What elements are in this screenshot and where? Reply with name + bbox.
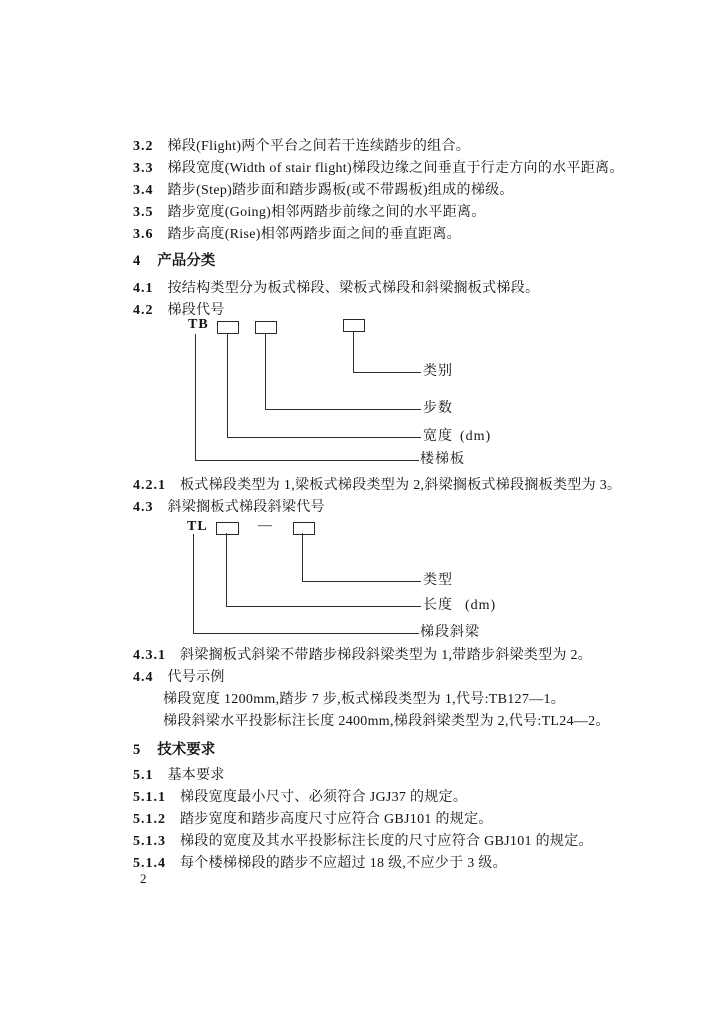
connector-line [265,409,421,410]
connector-line [193,534,194,633]
term-text: 踏步宽度(Going)相邻两踏步前缘之间的水平距离。 [167,205,486,220]
clause-number: 4.2.1 [133,478,166,493]
term-text: 踏步高度(Rise)相邻两踏步面之间的垂直距离。 [167,227,461,242]
clause-number: 5.1 [133,768,154,783]
term-number: 3.6 [133,227,154,242]
clause-4-2-1 [133,475,664,497]
term-number: 3.3 [133,161,154,176]
code-box-steps [255,321,277,334]
clause-text: 斜梁搁板式梯段斜梁代号 [167,500,325,515]
clause-number: 4.3.1 [133,648,166,663]
clause-number: 4.3 [133,500,154,515]
clause-text: 板式梯段类型为 1,梁板式梯段类型为 2,斜梁搁板式梯段搁板类型为 3。 [180,478,622,493]
clause-5-1 [133,765,664,787]
code-box-width [217,321,239,334]
clause-5-1-2 [133,809,664,831]
term-rise [133,224,664,246]
section-5-heading [133,739,664,761]
code-box-category [343,319,365,332]
section-number: 4 [133,253,142,269]
tb-label-base: 楼梯板 [420,452,465,467]
clause-5-1-1 [133,787,664,809]
clause-4-1 [133,278,664,300]
connector-line [353,331,354,372]
clause-text: 每个楼梯梯段的踏步不应超过 18 级,不应少于 3 级。 [180,856,507,871]
clause-text: 梯段代号 [167,303,225,318]
clause-4-3 [133,497,664,519]
tb-label-width-unit: (dm) [460,429,492,444]
term-step [133,180,664,202]
clause-number: 5.1.1 [133,790,166,805]
section-title: 技术要求 [157,742,216,758]
section-4-heading [133,250,664,272]
tb-label-width: 宽度 [423,429,453,444]
connector-line [353,372,421,373]
clause-text: 代号示例 [167,670,225,685]
clause-number: 4.1 [133,281,154,296]
tl-prefix-label: TL [187,519,208,534]
clause-text: 按结构类型分为板式梯段、梁板式梯段和斜梁搁板式梯段。 [167,281,540,296]
tl-label-length: 长度 [423,598,453,613]
page-number: 2 [140,871,148,886]
clause-4-4 [133,667,664,689]
code-box-type [293,522,315,535]
clause-number: 5.1.3 [133,834,166,849]
code-box-length [216,522,239,535]
term-width-of-stair-flight [133,158,664,180]
clause-number: 4.2 [133,303,154,318]
term-going [133,202,664,224]
tl-label-base: 梯段斜梁 [420,625,480,640]
tb-label-steps: 步数 [423,401,453,416]
connector-line [302,581,421,582]
code-example-tb: 梯段宽度 1200mm,踏步 7 步,板式梯段类型为 1,代号:TB127—1。 [163,692,566,707]
clause-text: 踏步宽度和踏步高度尺寸应符合 GBJ101 的规定。 [180,812,493,827]
term-number: 3.5 [133,205,154,220]
clause-number: 5.1.4 [133,856,166,871]
connector-line [227,333,228,437]
connector-line [227,437,421,438]
code-example-tl: 梯段斜梁水平投影标注长度 2400mm,梯段斜梁类型为 2,代号:TL24—2。 [163,714,610,729]
connector-line [193,633,419,634]
term-text: 梯段(Flight)两个平台之间若干连续踏步的组合。 [167,139,471,154]
tl-code-diagram [133,517,664,645]
connector-line [226,533,227,606]
tl-label-type: 类型 [423,573,453,588]
clause-number: 5.1.2 [133,812,166,827]
clause-text: 基本要求 [167,768,225,783]
connector-line [226,606,421,607]
clause-text: 梯段的宽度及其水平投影标注长度的尺寸应符合 GBJ101 的规定。 [180,834,593,849]
term-text: 梯段宽度(Width of stair flight)梯段边缘之间垂直于行走方向的水平距离。 [167,161,624,176]
tb-label-category: 类别 [423,364,453,379]
tb-code-diagram [133,315,664,475]
term-number: 3.4 [133,183,154,198]
tb-prefix-label: TB [188,317,209,332]
connector-line [195,334,196,460]
clause-4-3-1 [133,645,664,667]
clause-number: 4.4 [133,670,154,685]
term-number: 3.2 [133,139,154,154]
term-flight [133,136,664,158]
term-text: 踏步(Step)踏步面和踏步踢板(或不带踢板)组成的梯级。 [167,183,514,198]
section-title: 产品分类 [157,253,216,269]
tl-label-length-unit: (dm) [465,598,497,613]
clause-text: 梯段宽度最小尺寸、必须符合 JGJ37 的规定。 [180,790,468,805]
section-number: 5 [133,742,142,758]
code-dash: — [258,518,272,533]
clause-5-1-3 [133,831,664,853]
clause-text: 斜梁搁板式斜梁不带踏步梯段斜梁类型为 1,带踏步斜梁类型为 2。 [180,648,593,663]
connector-line [265,333,266,409]
connector-line [302,533,303,581]
connector-line [195,460,419,461]
